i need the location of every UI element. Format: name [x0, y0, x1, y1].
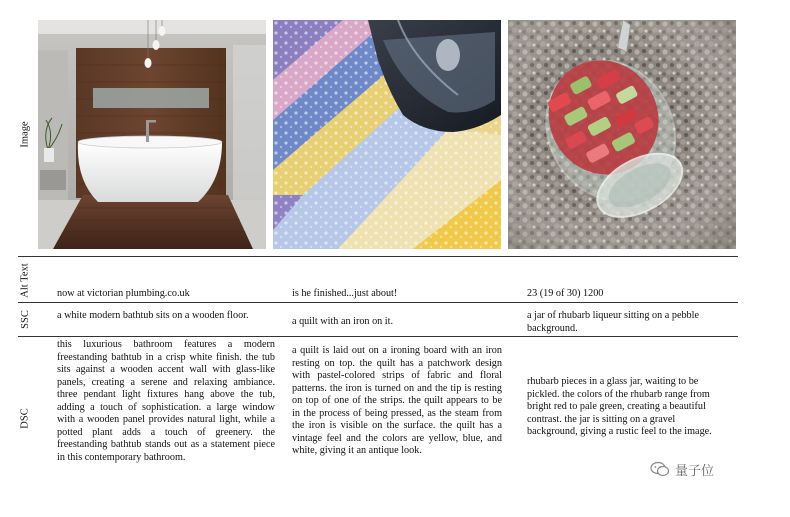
ssc-cell-1: a white modern bathtub sits on a wooden floor.: [57, 310, 249, 321]
ssc-cell-2: a quilt with an iron on it.: [292, 316, 394, 327]
rhubarb-jar-image: [508, 20, 736, 249]
watermark: [650, 458, 770, 480]
row-label-alt-text: Alt Text: [19, 262, 31, 298]
alt-text-cell-1: now at victorian plumbing.co.uk: [57, 288, 190, 299]
row-label-ssc: SSC: [19, 309, 31, 329]
row-label-image: Image: [19, 121, 31, 148]
ssc-cell-3: a jar of rhubarb liqueur sitting on a pebble background.: [527, 310, 700, 334]
bathroom-image: [38, 20, 266, 249]
alt-text-cell-3: 23 (19 of 30) 1200: [527, 288, 604, 299]
rule-after-images: [18, 256, 738, 257]
alt-text-cell-2: is he finished...just about!: [292, 288, 398, 299]
rule-after-alt-text: [18, 302, 738, 303]
rule-after-ssc: [18, 336, 738, 337]
dsc-cell-2: a quilt is laid out on a ironing board with an iron resting on top. the quilt has a patchwork design with pastel-colored strips of fabric and floral patterns. the iron is turned on and the tip is resting on top of one of the strips. the quilt appears to be in the process of being pressed, as the steam from the iron is visible on the surface. the quilt has a vintage feel and the colors are yellow, blue, and white, giving it an antique look.: [292, 345, 502, 456]
quilt-image: [273, 20, 501, 249]
row-label-dsc: DSC: [19, 407, 31, 429]
dsc-cell-3: rhubarb pieces in a glass jar, waiting to be pickled. the colors of the rhubarb range from bright red to pale green, creating a beautiful contrast. the jar is sitting on a gravel background, giving a rustic feel to the image.: [527, 376, 712, 437]
watermark-text: 量子位: [675, 463, 715, 479]
dsc-cell-1: this luxurious bathroom features a modern freestanding bathtub in a crisp white finish. the tub sits against a wooden accent wall with glass-like panels, creating a serene and relaxing ambiance. three pendant light fixtures hang above the tub, adding a touch of sophistication. a large window with a wooden panel provides natural light, while a potted plant adds a touch of greenery. the freestanding bathtub stands out as a statement piece in this contemporary bathroom.: [57, 339, 275, 463]
wechat-icon: [650, 461, 670, 477]
